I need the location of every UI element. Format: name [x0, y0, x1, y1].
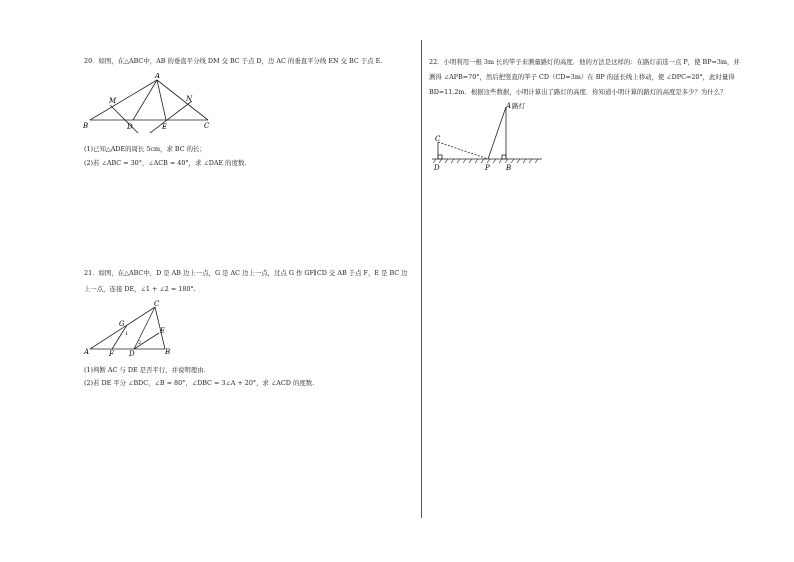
q21-label-c: C	[154, 300, 160, 308]
q22-line3: BD=11.2m．根据这些数据，小明计算出了路灯的高度．你知道小明计算的路灯的高度是多少？为什么？	[429, 88, 727, 96]
q20-part1: (1)已知△ADE的周长 5cm，求 BC 的长；	[84, 145, 206, 153]
q21-label-g: G	[119, 320, 125, 328]
q21-label-b: B	[165, 348, 171, 356]
q21-label-a: A	[84, 348, 90, 356]
q20-label-d: D	[127, 123, 133, 131]
q20-label-a: A	[155, 73, 161, 80]
q21-label-angle1: 1	[125, 331, 129, 337]
q21-label-d: D	[129, 350, 135, 358]
q20-label-m: M	[109, 97, 117, 105]
q22-ground-hatching	[433, 159, 538, 163]
q21-stem-line2: 上一点，连接 DE，∠1 + ∠2 = 180°.	[84, 285, 196, 293]
column-divider	[421, 40, 422, 518]
q20-stem: 20．如图，在△ABC中，AB 的垂直平分线 DM 交 BC 于点 D，边 AC 的垂直平分线 EN 交 BC 于点 E.	[84, 57, 383, 65]
q21-label-e: E	[160, 327, 166, 335]
q21-line-fg	[112, 325, 127, 349]
q22-line2: 测得 ∠APB=70°，然后把竖直的竿子 CD（CD=3m）在 BP 的延长线上移动，使 ∠DPC=20°，此时量得	[429, 73, 735, 81]
q22-right-angle-d	[438, 155, 442, 159]
q22-label-c: C	[435, 135, 441, 143]
q20-label-b: B	[83, 122, 89, 130]
q21-line-ac	[90, 307, 155, 349]
q20-label-c: C	[204, 122, 210, 130]
q22-line1: 22．小明利用一根 3m 长的竿子来测量路灯的高度．他的方法是这样的：在路灯前选一点 P，使 BP=3m，并	[429, 58, 740, 66]
q20-label-e: E	[162, 123, 168, 131]
q21-triangle-figure	[82, 299, 182, 359]
q22-lamp-figure	[426, 99, 546, 177]
q20-label-n: N	[186, 95, 193, 103]
q22-right-angle-b	[502, 155, 506, 159]
q22-label-lamp: 路灯	[512, 102, 525, 110]
q22-label-a: A	[506, 102, 512, 110]
q20-part2: (2)若 ∠ABC = 30°，∠ACB = 40°，求 ∠DAE 的度数.	[84, 159, 247, 167]
q21-label-angle2: 2	[138, 340, 142, 346]
q22-label-p: P	[485, 164, 490, 172]
q20-triangle-figure	[80, 73, 220, 133]
q22-label-b: B	[506, 164, 512, 172]
q21-part1: (1)判断 AC 与 DE 是否平行，并说明理由.	[84, 366, 206, 374]
q20-line-ad	[133, 80, 157, 120]
q21-part2: (2)若 DE 平分 ∠BDC，∠B = 80°，∠DBC = 3∠A + 20°，求 ∠ACD 的度数.	[84, 379, 315, 387]
q20-line-en	[150, 101, 192, 133]
q20-line-ab	[90, 80, 157, 120]
q21-label-f: F	[109, 350, 114, 358]
q22-label-d: D	[434, 164, 440, 172]
q22-line-cp	[438, 142, 488, 159]
q22-line-ap	[488, 107, 506, 159]
q21-stem-line1: 21．如图，在△ABC中，D 是 AB 边上一点，G 是 AC 边上一点，过点 G 作 GF∥CD 交 AB 于点 F，E 是 BC 边	[84, 269, 408, 277]
